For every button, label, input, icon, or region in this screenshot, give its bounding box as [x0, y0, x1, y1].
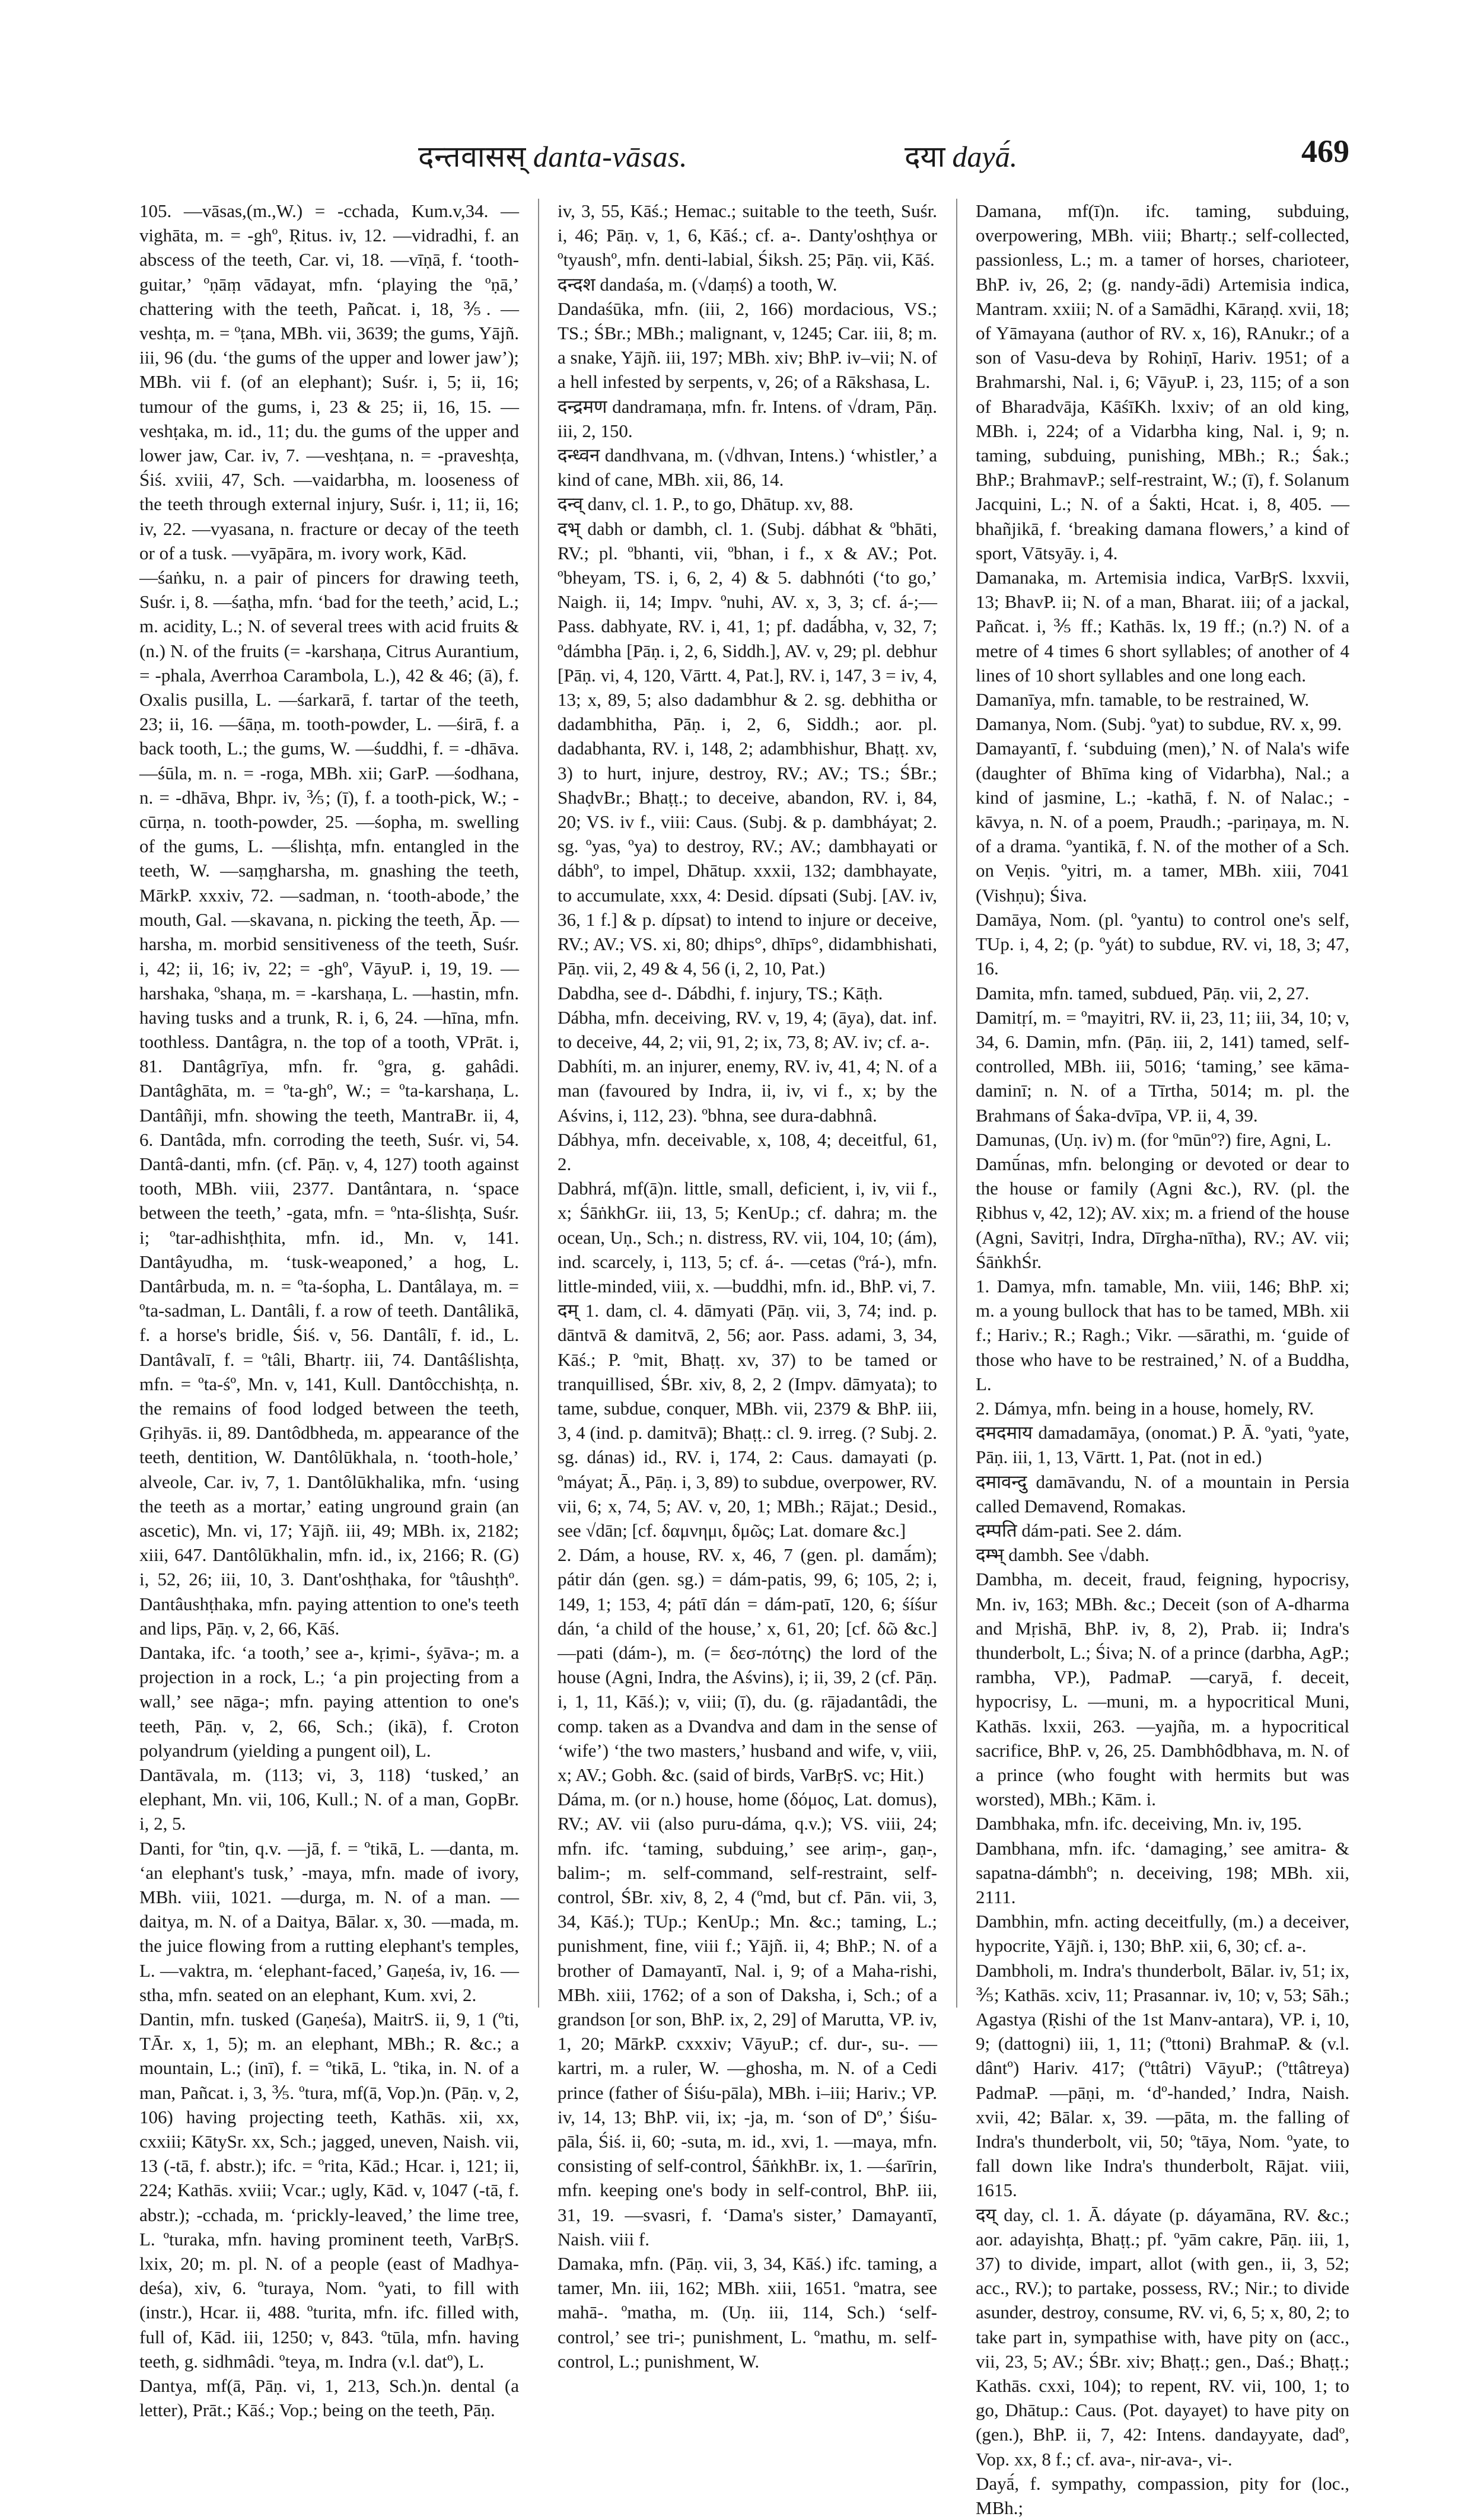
dictionary-entry: Damitṛí, m. = ºmayitri, RV. ii, 23, 11; iii, 34, 10; v, 34, 6. Damin, mfn. (Pāṇ. iii, 2, 141) tamed, self-controlled, MBh. iii, 5016; ‘taming,’ see kāma-daminī; n. N. of a Tīrtha, 5014; m. pl. the Brahmans of Śaka-dvīpa, VP. ii, 4, 39.	[976, 1006, 1349, 1126]
dictionary-entry: Dantaka, ifc. ‘a tooth,’ see a-, kṛimi-, śyāva-; m. a projection in a rock, L.; ‘a pin projecting from a wall,’ see nāga-; mfn. paying attention to one's teeth, Pāṇ. v, 2, 66, Sch.; (ikā), f. Croton polyandrum (yielding a pungent oil), L.	[139, 1642, 519, 1761]
dictionary-entry: Dambhana, mfn. ifc. ‘damaging,’ see amitra- & sapatna-dámbhº; n. deceiving, 198; MBh. xii, 2111.	[976, 1837, 1349, 1908]
dictionary-entry: Damana, mf(ī)n. ifc. taming, subduing, overpowering, MBh. viii; Bhartṛ.; self-collected, passionless, L.; m. a tamer of horses, charioteer, BhP. iv, 26, 2; (g. nandy-ādi) Artemisia indica, Mantram. xxiii; N. of a Samādhi, Kāraṇḍ. xvii, 18; of Yāmayana (author of RV. x, 16), RAnukr.; of a son of Vasu-deva by Rohiṇī, Hariv. 1951; of a Brahmarshi, Nal. i, 6; VāyuP. i, 23, 115; of a son of Bharadvāja, KāśīKh. lxxiv; of an old king, MBh. i, 224; of a Vidarbha king, Nal. i, 9; n. taming, subduing, punishing, MBh.; R.; Śak.; BhP.; BrahmavP.; self-restraint, W.; (ī), f. Solanum Jacquini, L.; N. of a Śakti, Hcat. i, 8, 405. —bhañjikā, f. ‘breaking damana flowers,’ a kind of sport, Vātsyāy. i, 4.	[976, 200, 1349, 563]
dictionary-entry: Damaka, mfn. (Pāṇ. vii, 3, 34, Kāś.) ifc. taming, a tamer, Mn. iii, 162; MBh. xiii, 1651. ºmatra, see mahā-. ºmatha, m. (Uṇ. iii, 114, Sch.) ‘self-control,’ see tri-; punishment, L. ºmathu, m. self-control, L.; punishment, W.	[558, 2253, 937, 2372]
dictionary-entry: Damāya, Nom. (pl. ºyantu) to control one's self, TUp. i, 4, 2; (p. ºyát) to subdue, RV. vi, 18, 3; 47, 16.	[976, 909, 1349, 979]
dictionary-entry: दमावन्दु damāvandu, N. of a mountain in Persia called Demavend, Romakas.	[976, 1471, 1349, 1517]
dictionary-entry: Dambha, m. deceit, fraud, feigning, hypocrisy, Mn. iv, 163; MBh. &c.; Deceit (son of A-dharma and Mṛishā, BhP. iv, 8, 2), Prab. ii; Indra's thunderbolt, L.; Śiva; N. of a prince (darbha, AgP.; rambha, VP.), PadmaP. —caryā, f. deceit, hypocrisy, L. —muni, m. a hypocritical Muni, Kathās. lxxii, 263. —yajña, m. a hypocritical sacrifice, BhP. v, 26, 25. Dambhôdbhava, m. N. of a prince (who fought with hermits but was worsted), MBh.; Kām. i.	[976, 1569, 1349, 1810]
dictionary-entry: Dambholi, m. Indra's thunderbolt, Bālar. iv, 51; ix, ⅗; Kathās. xciv, 11; Prasannar. iv, 10; v, 53; Sāh.; Agastya (Ṛishi of the 1st Manv-antara), VP. i, 10, 9; (dattogni) iii, 1, 11; (ºttoni) BrahmaP. & (v.l. dântº) Hariv. 417; (ºttâtri) VāyuP.; (ºttâtreya) PadmaP. —pāṇi, m. ‘dº-handed,’ Indra, Naish. xvii, 42; Bālar. x, 39. —pāta, m. the falling of Indra's thunderbolt, vii, 50; ºtāya, Nom. ºyate, to fall down like Indra's thunderbolt, Rājat. viii, 1615.	[976, 1960, 1349, 2201]
dictionary-entry: दन्व् danv, cl. 1. P., to go, Dhātup. xv, 88.	[558, 493, 854, 515]
dictionary-entry: Dambhin, mfn. acting deceitfully, (m.) a deceiver, hypocrite, Yājñ. i, 130; BhP. xii, 6, 30; cf. a-.	[976, 1911, 1349, 1957]
dictionary-entry: दन्ध्वन dandhvana, m. (√dhvan, Intens.) ‘whistler,’ a kind of cane, MBh. xii, 86, 14.	[558, 445, 937, 490]
column-divider	[956, 199, 957, 2008]
left-headword-devanagari: दन्तवासस्	[418, 139, 526, 174]
dictionary-entry: दमदमाय damadamāya, (onomat.) P. Ā. ºyati, ºyate, Pāṇ. iii, 1, 13, Vārtt. 1, Pat. (not in ed.)	[976, 1422, 1349, 1468]
dictionary-entry: दन्द्रमण dandramaṇa, mfn. fr. Intens. of √dram, Pāṇ. iii, 2, 150.	[558, 396, 937, 441]
dictionary-entry: Dabhíti, m. an injurer, enemy, RV. iv, 41, 4; N. of a man (favoured by Indra, ii, iv, vi f., x; by the Aśvins, i, 112, 23). ºbhna, see dura-dabhnâ.	[558, 1056, 937, 1126]
dictionary-entry: Dantin, mfn. tusked (Gaṇeśa), MaitrS. ii, 9, 1 (ºti, TĀr. x, 1, 5); m. an elephant, MBh.; R. &c.; a mountain, L.; (inī), f. = ºtikā, L. ºtika, in. N. of a man, Pañcat. i, 3, ⅗. ºtura, mf(ā, Vop.)n. (Pāṇ. v, 2, 106) having projecting teeth, Kathās. xii, xx, cxxiii; KātySr. xx, Sch.; jagged, uneven, Naish. vii, 13 (-tā, f. abstr.); ifc. = ºrita, Kād.; Hcar. i, 121; ii, 224; Kathās. xviii; Vcar.; ugly, Kād. v, 1047 (-tā, f. abstr.); -cchada, m. ‘prickly-leaved,’ the lime tree, L. ºturaka, mfn. having prominent teeth, VarBṛS. lxix, 20; m. pl. N. of a people (east of Madhya-deśa), xiv, 6. ºturaya, Nom. ºyati, to fill with (instr.), Hcar. ii, 488. ºturita, mfn. ifc. filled with, full of, Kād. iii, 1250; v, 843. ºtūla, mfn. having teeth, g. sidhmâdi. ºteya, m. Indra (v.l. datº), L.	[139, 2009, 519, 2372]
dictionary-entry: Dantāvala, m. (113; vi, 3, 118) ‘tusked,’ an elephant, Mn. vii, 106, Kull.; N. of a man, GopBr. i, 2, 5.	[139, 1764, 519, 1834]
dictionary-entry: Dábha, mfn. deceiving, RV. v, 19, 4; (āya), dat. inf. to deceive, 44, 2; vii, 91, 2; ix, 73, 8; AV. iv; cf. a-.	[558, 1006, 937, 1052]
page-header	[139, 113, 1349, 178]
right-headword-devanagari: दया	[905, 139, 945, 174]
dictionary-entry: Damanaka, m. Artemisia indica, VarBṛS. lxxvii, 13; BhavP. ii; N. of a man, Bharat. iii; of a jackal, Pañcat. i, ⅗ ff.; Kathās. lx, 19 ff.; (n.?) N. of a metre of 4 times 6 short syllables; of another of 4 lines of 10 short syllables and one long each.	[976, 567, 1349, 686]
dictionary-entry: 105. —vāsas,(m.,W.) = -cchada, Kum.v,34. —vighāta, m. = -ghº, Ṛitus. iv, 12. —vidradhi, f. an abscess of the teeth, Car. vi, 18. —vīṇā, f. ‘tooth-guitar,’ ºṇāṃ vādayat, mfn. ‘playing the ºṇā,’ chattering with the teeth, Pañcat. i, 18, ⅗. —veshṭa, m. = ºṭana, MBh. vii, 3639; the gums, Yājñ. iii, 96 (du. ‘the gums of the upper and lower jaw’); MBh. vii f. (of an elephant); Suśr. i, 5; ii, 16; tumour of the gums, i, 23 & 25; ii, 16, 15. —veshṭaka, m. id., 11; du. the gums of the upper and lower jaw, Car. iv, 7. —veshṭana, n. = -praveshṭa, Śiś. xviii, 47, Sch. —vaidarbha, m. looseness of the teeth through external injury, Suśr. i, 11; ii, 16; iv, 22. —vyasana, n. fracture or decay of the teeth or of a tusk. —vyāpāra, m. ivory work, Kād.	[139, 200, 519, 563]
dictionary-entry: दम्पति dám-pati. See 2. dám.	[976, 1519, 1182, 1541]
dictionary-entry: 2. Dám, a house, RV. x, 46, 7 (gen. pl. damā́m); pátir dán (gen. sg.) = dám-patis, 99, 6; 105, 2; i, 149, 1; 153, 4; pátī dán = dám-patī, 120, 6; śíśur dán, ‘a child of the house,’ x, 61, 20; [cf. δῶ &c.] —pati (dám-), m. (= δεσ-πότης) the lord of the house (Agni, Indra, the Aśvins), i; ii, 39, 2 (cf. Pāṇ. i, 1, 11, Kāś.); v, viii; (ī), du. (g. rājadantâdi, the comp. taken as a Dvandva and dam in the sense of ‘wife’) ‘the two masters,’ husband and wife, v, viii, x; AV.; Gobh. &c. (said of birds, VarBṛS. vc; Hit.)	[558, 1544, 937, 1785]
column-right	[976, 199, 1349, 2519]
dictionary-entry: दभ् dabh or dambh, cl. 1. (Subj. dábhat & ºbhāti, RV.; pl. ºbhanti, vii, ºbhan, i f., x & AV.; Pot. ºbheyam, TS. i, 6, 2, 4) & 5. dabhnóti (‘to go,’ Naigh. ii, 14; Impv. ºnuhi, AV. x, 3, 3; cf. á-;— Pass. dabhyate, RV. i, 41, 1; pf. dadā́bha, v, 32, 7; ºdámbha [Pāṇ. i, 2, 6, Siddh.], AV. v, 29; pl. debhur [Pāṇ. vi, 4, 120, Vārtt. 4, Pat.], RV. i, 147, 3 = iv, 4, 13; x, 89, 5; also dadambhur & 2. sg. debhitha or dadambhitha, Pāṇ. i, 2, 6, Siddh.; aor. pl. dadabhanta, RV. i, 148, 2; adambhishur, Bhaṭṭ. xv, 3) to hurt, injure, destroy, RV.; AV.; TS.; ŚBr.; ShaḍvBr.; Bhaṭṭ.; to deceive, abandon, RV. i, 84, 20; VS. iv f., viii: Caus. (Subj. & p. dambháyat; 2. sg. ºyas, ºya) to destroy, RV.; AV.; dambhayati or dábhº, to impel, Dhātup. xxxii, 132; dambhayate, to accumulate, xxx, 4: Desid. dípsati (Subj. [AV. iv, 36, 1 f.] & p. dípsat) to intend to injure or deceive, RV.; AV.; VS. xi, 80; dhips°, dhīps°, didambhishati, Pāṇ. vii, 2, 49 & 4, 56 (i, 2, 10, Pat.)	[558, 518, 937, 979]
dictionary-entry: दय् day, cl. 1. Ā. dáyate (p. dáyamāna, RV. &c.; aor. adayishṭa, Bhaṭṭ.; pf. ºyām cakre, Pāṇ. iii, 1, 37) to divide, impart, allot (with gen., ii, 3, 52; acc., RV.); to partake, possess, RV.; Nir.; to divide asunder, destroy, consume, RV. vi, 6, 5; x, 80, 2; to take part in, sympathise with, have pity on (acc., vii, 23, 5; AV.; ŚBr. xiv; Bhaṭṭ.; gen., Daś.; Bhaṭṭ.; Kathās. cxxi, 104); to repent, RV. vii, 100, 1; to go, Dhātup.: Caus. (Pot. dayayet) to have pity on (gen.), BhP. ii, 7, 42: Intens. dandayyate, dadº, Vop. xx, 8 f.; cf. ava-, nir-ava-, vi-.	[976, 2204, 1349, 2470]
dictionary-entry: Damū́nas, mfn. belonging or devoted or dear to the house or family (Agni &c.), RV. (pl. the Ṛibhus v, 42, 12); AV. xix; m. a friend of the house (Agni, Savitṛi, Indra, Dīrgha-nītha), RV.; AV. vii; ŚāṅkhŚr.	[976, 1153, 1349, 1272]
left-headword-transliteration: danta-vāsas.	[533, 140, 687, 173]
dictionary-entry: Dábhya, mfn. deceivable, x, 108, 4; deceitful, 61, 2.	[558, 1129, 937, 1174]
dictionary-entry: —śaṅku, n. a pair of pincers for drawing teeth, Suśr. i, 8. —śaṭha, mfn. ‘bad for the teeth,’ acid, L.; m. acidity, L.; N. of several trees with acid fruits & (n.) N. of the fruits (= -karshaṇa, Citrus Aurantium, = -phala, Averrhoa Carambola, L.), 42 & 46; (ā), f. Oxalis pusilla, L. —śarkarā, f. tartar of the teeth, 23; ii, 16. —śāṇa, m. tooth-powder, L. —śirā, f. a back tooth, L.; the gums, W. —śuddhi, f. = -dhāva. —śūla, m. n. = -roga, MBh. xii; GarP. —śodhana, n. = -dhāva, Bhpr. iv, ⅗; (ī), f. a tooth-pick, W.; -cūrṇa, n. tooth-powder, 25. —śopha, m. swelling of the gums, L. —ślishṭa, mfn. entangled in the teeth, W. —saṃgharsha, m. gnashing the teeth, MārkP. xxxiv, 72. —sadman, n. ‘tooth-abode,’ the mouth, Gal. —skavana, n. picking the teeth, Āp. —harsha, m. morbid sensitiveness of the teeth, Suśr. i, 42; ii, 16; iv, 22; = -ghº, VāyuP. i, 19, 19. —harshaka, ºshaṇa, m. = -karshaṇa, L. —hastin, mfn. having tusks and a trunk, R. i, 6, 24. —hīna, mfn. toothless. Dantâgra, n. the top of a tooth, VPrāt. i, 81. Dantâgrīya, mfn. fr. ºgra, g. gahâdi. Dantâghāta, m. = ºta-ghº, W.; = ºta-karshaṇa, L. Dantâñji, mfn. showing the teeth, MantraBr. ii, 4, 6. Dantâda, mfn. corroding the teeth, Suśr. vi, 54. Dantâ-danti, mfn. (cf. Pāṇ. v, 4, 127) tooth against tooth, MBh. viii, 2377. Dantântara, n. ‘space between the teeth,’ -gata, mfn. = ºnta-ślishṭa, Suśr. i; ºtar-adhishṭhita, mfn. id., Mn. v, 141. Dantâyudha, m. ‘tusk-weaponed,’ a hog, L. Dantârbuda, m. n. = ºta-śopha, L. Dantâlaya, m. = ºta-sadman, L. Dantâli, f. a row of teeth. Dantâlikā, f. a horse's bridle, Śiś. v, 56. Dantâlī, f. id., L. Dantâvalī, f. = ºtâli, Bhartṛ. iii, 74. Dantâślishṭa, mfn. = ºta-śº, Mn. v, 141, Kull. Dantôcchishṭa, n. the remains of food lodged between the teeth, Gṛihyās. ii, 89. Dantôdbheda, m. appearance of the teeth, dentition, W. Dantôlūkhala, n. ‘tooth-hole,’ alveole, Car. iv, 7, 1. Dantôlūkhalika, mfn. ‘using the teeth as a mortar,’ eating unground grain (an ascetic), Mn. vi, 17; Yājñ. iii, 49; MBh. ix, 2182; xiii, 647. Dantôlūkhalin, mfn. id., ix, 2166; R. (G) i, 52, 26; iii, 10, 3. Dant'oshṭhaka, for ºtâushṭhº. Dantâushṭhaka, mfn. paying attention to one's teeth and lips, Pāṇ. v, 2, 66, Kāś.	[139, 567, 519, 1639]
dictionary-entry: Dabdha, see d-. Dábdhi, f. injury, TS.; Kāṭh.	[558, 982, 883, 1003]
right-headword-transliteration: dayā́.	[952, 140, 1018, 173]
column-divider	[538, 199, 539, 2008]
dictionary-entry: दम्भ् dambh. See √dabh.	[976, 1544, 1149, 1566]
right-running-headword	[905, 135, 1017, 176]
dictionary-entry: Dayā́, f. sympathy, compassion, pity for (loc., MBh.;	[976, 2473, 1349, 2519]
dictionary-columns	[139, 199, 1349, 2519]
dictionary-entry: Damunas, (Uṇ. iv) m. (for ºmūnº?) fire, Agni, L.	[976, 1129, 1332, 1150]
dictionary-entry: Dandaśūka, mfn. (iii, 2, 166) mordacious, VS.; TS.; ŚBr.; MBh.; malignant, v, 1245; Car. iii, 8; m. a snake, Yājñ. iii, 197; MBh. xiv; BhP. iv–vii; N. of a hell infested by serpents, v, 26; of a Rākshasa, L.	[558, 298, 937, 393]
dictionary-entry: 2. Dámya, mfn. being in a house, homely, RV.	[976, 1397, 1314, 1419]
dictionary-entry: Danti, for ºtin, q.v. —jā, f. = ºtikā, L. —danta, m. ‘an elephant's tusk,’ -maya, mfn. made of ivory, MBh. viii, 1021. —durga, m. N. of a man. —daitya, m. N. of a Daitya, Bālar. x, 30. —mada, m. the juice flowing from a rutting elephant's temples, L. —vaktra, m. ‘elephant-faced,’ Gaṇeśa, iv, 16. —stha, mfn. seated on an elephant, Kum. xvi, 2.	[139, 1837, 519, 2005]
page-number: 469	[1301, 133, 1349, 169]
left-running-headword	[418, 135, 687, 176]
dictionary-entry: दन्दश dandaśa, m. (√daṃś) a tooth, W.	[558, 273, 838, 295]
dictionary-entry: iv, 3, 55, Kāś.; Hemac.; suitable to the teeth, Suśr. i, 46; Pāṇ. v, 1, 6, Kāś.; cf. a-. Danty'oshṭhya or ºtyaushº, mfn. denti-labial, Śiksh. 25; Pāṇ. vii, Kāś.	[558, 200, 937, 270]
dictionary-entry: Dantya, mf(ā, Pāṇ. vi, 1, 213, Sch.)n. dental (a letter), Prāt.; Kāś.; Vop.; being on the teeth, Pāṇ.	[139, 2375, 519, 2421]
dictionary-entry: Damanya, Nom. (Subj. ºyat) to subdue, RV. x, 99.	[976, 713, 1342, 735]
dictionary-entry: Dabhrá, mf(ā)n. little, small, deficient, i, iv, vii f., x; ŚāṅkhGr. iii, 13, 5; KenUp.; cf. dahra; m. the ocean, Uṇ., Sch.; n. distress, RV. vii, 104, 10; (ám), ind. scarcely, i, 113, 5; cf. á-. —cetas (ºrá-), mfn. little-minded, viii, x. —buddhi, mfn. id., BhP. vi, 7.	[558, 1178, 937, 1296]
dictionary-entry: Damita, mfn. tamed, subdued, Pāṇ. vii, 2, 27.	[976, 982, 1310, 1003]
dictionary-entry: दम् 1. dam, cl. 4. dāmyati (Pāṇ. vii, 3, 74; ind. p. dāntvā & damitvā, 2, 56; aor. Pass. adami, 3, 34, Kāś.; P. ºmit, Bhaṭṭ. xv, 37) to be tamed or tranquillised, ŚBr. xiv, 8, 2, 2 (Impv. dāmyata); to tame, subdue, conquer, MBh. vii, 2379 & BhP. iii, 3, 4 (ind. p. damitvā); Bhaṭṭ.: cl. 9. irreg. (? Subj. 2. sg. dánas) id., RV. i, 174, 2: Caus. damayati (p. ºmáyat; Ā., Pāṇ. i, 3, 89) to subdue, overpower, RV. vii, 6; x, 74, 5; AV. v, 20, 1; MBh.; Rājat.; Desid., see √dān; [cf. δαμνημι, δμῶς; Lat. domare &c.]	[558, 1300, 937, 1541]
dictionary-entry: Dáma, m. (or n.) house, home (δόμος, Lat. domus), RV.; AV. vii (also puru-dáma, q.v.); VS. viii, 24; mfn. ifc. ‘taming, subduing,’ see ariṃ-, gaṇ-, balim-; m. self-command, self-restraint, self-control, ŚBr. xiv, 8, 2, 4 (ºmd, but cf. Pān. vii, 3, 34, Kāś.); TUp.; KenUp.; Mn. &c.; taming, L.; punishment, fine, viii f.; Yājñ. ii, 4; BhP.; N. of a brother of Damayantī, Nal. i, 9; of a Maha-rishi, MBh. xiii, 1762; of a son of Daksha, i, Sch.; of a grandson [or son, BhP. ix, 2, 29] of Marutta, VP. iv, 1, 20; MārkP. cxxxiv; VāyuP.; cf. dur-, su-. —kartri, m. a ruler, W. —ghosha, m. N. of a Cedi prince (father of Śiśu-pāla), MBh. i–iii; Hariv.; VP. iv, 14, 13; BhP. vii, ix; -ja, m. ‘son of Dº,’ Śiśu-pāla, Śiś. ii, 60; -suta, m. id., xvi, 1. —maya, mfn. consisting of self-control, ŚāṅkhBr. ix, 1. —śarīrin, mfn. keeping one's body in self-control, BhP. iii, 31, 19. —svasri, f. ‘Dama's sister,’ Damayantī, Naish. viii f.	[558, 1789, 937, 2250]
dictionary-entry: Dambhaka, mfn. ifc. deceiving, Mn. iv, 195.	[976, 1813, 1302, 1834]
dictionary-entry: Damayantī, f. ‘subduing (men),’ N. of Nala's wife (daughter of Bhīma king of Vidarbha), Nal.; a kind of jasmine, L.; -kathā, f. N. of Nalac.; -kāvya, n. N. of a poem, Praudh.; -pariṇaya, m. N. of a drama. ºyantikā, f. N. of the mother of a Sch. on Veṇis. ºyitri, m. a tamer, MBh. xiii, 7041 (Vishṇu); Śiva.	[976, 738, 1349, 906]
dictionary-entry: Damanīya, mfn. tamable, to be restrained, W.	[976, 689, 1310, 711]
dictionary-entry: 1. Damya, mfn. tamable, Mn. viii, 146; BhP. xi; m. a young bullock that has to be tamed, MBh. xii f.; Hariv.; R.; Ragh.; Vikr. —sārathi, m. ‘guide of those who have to be restrained,’ N. of a Buddha, L.	[976, 1275, 1349, 1394]
column-left	[139, 199, 519, 2421]
column-middle	[558, 199, 937, 2372]
